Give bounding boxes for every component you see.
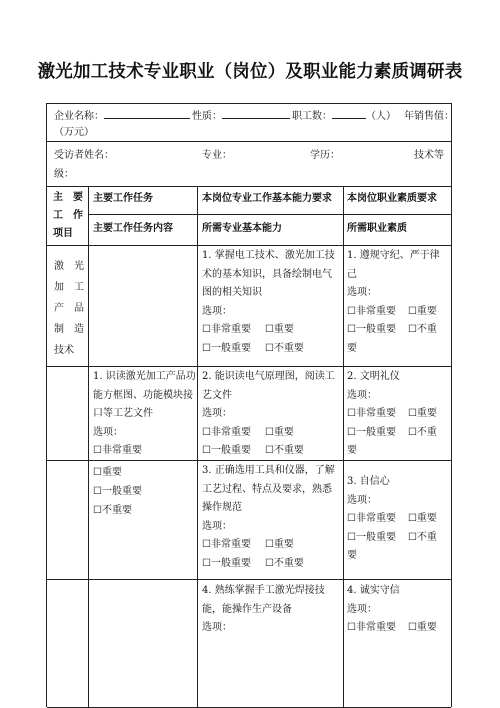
- header-sub-divider: [88, 214, 451, 215]
- option-not-important[interactable]: ☐不重要: [264, 557, 304, 569]
- option-row: [347, 619, 437, 638]
- ability-item-2: [202, 368, 335, 461]
- task-option-important[interactable]: ☐重要: [93, 467, 122, 478]
- col-divider: [88, 186, 89, 707]
- option-general[interactable]: ☐一般重要: [202, 557, 251, 569]
- task-option-very-important[interactable]: ☐非常重要: [93, 445, 142, 456]
- nature-input[interactable]: [222, 108, 290, 119]
- select-label: 选项：: [347, 287, 377, 298]
- cell-divider: [47, 366, 88, 367]
- quality-text-line: 2. 文明礼仪: [347, 371, 400, 382]
- header-task: 主要工作任务: [93, 193, 153, 204]
- nature-label: 性质：: [192, 111, 222, 122]
- row-divider: [47, 579, 451, 580]
- option-very-important[interactable]: ☐非常重要: [347, 513, 396, 524]
- company-input[interactable]: [104, 108, 190, 119]
- task-text-line: 能方框图、功能模块接: [93, 389, 193, 401]
- option-important[interactable]: ☐重要: [264, 324, 294, 335]
- option-row: [347, 510, 437, 529]
- option-not-important[interactable]: ☐不重: [407, 531, 437, 543]
- option-row: [347, 405, 437, 424]
- ability-text-line: 工艺过程、特点及要求，熟悉: [202, 483, 332, 495]
- option-very-important[interactable]: ☐非常重要: [347, 622, 396, 633]
- ability-item-1: [202, 247, 335, 358]
- option-row: [347, 424, 437, 443]
- tech-level-label: 技术等: [414, 150, 444, 161]
- quality-text-line: 1. 遵规守纪、严于律: [347, 250, 440, 261]
- header-project-2: 工 作: [53, 210, 83, 221]
- option-not-important[interactable]: ☐不重要: [264, 342, 304, 354]
- staff-label: 职工数：: [292, 111, 332, 122]
- persons-label: （人）: [366, 111, 396, 122]
- ability-text-line: 图的相关知识: [202, 287, 262, 298]
- select-label: 选项：: [347, 603, 377, 615]
- option-general[interactable]: ☐一般重要: [347, 426, 396, 438]
- select-label: 选项：: [347, 494, 377, 506]
- col-divider: [343, 186, 344, 707]
- quality-item-1: [347, 247, 440, 358]
- option-row: [202, 442, 335, 461]
- ability-text-line: 术的基本知识，具备绘制电气: [202, 268, 332, 280]
- ability-text-line: 3. 正确选用工具和仪器，了解: [202, 465, 335, 476]
- ability-text-line: 操作规范: [202, 502, 242, 513]
- education-label: 学历：: [310, 150, 340, 161]
- option-not-important[interactable]: ☐不重要: [264, 445, 304, 456]
- sales-label: 年销售值：: [404, 111, 454, 122]
- ability-item-4: [202, 582, 325, 638]
- option-important[interactable]: ☐重要: [407, 622, 437, 633]
- ability-text-line: 1. 掌握电工技术、激光加工技: [202, 250, 335, 261]
- header-ability: 本岗位专业工作基本能力要求: [202, 193, 332, 204]
- option-very-important[interactable]: ☐非常重要: [347, 305, 396, 317]
- option-row: [202, 555, 335, 574]
- quality-item-4: [347, 582, 437, 638]
- select-label: 选项：: [202, 408, 232, 419]
- option-important[interactable]: ☐重要: [407, 305, 437, 317]
- project-name-line: 产 品: [54, 303, 84, 314]
- header-project-3: 项目: [53, 228, 73, 239]
- project-name-line: 加 工: [54, 282, 84, 293]
- option-row: [202, 321, 335, 340]
- page-title: 激光加工技术专业职业（岗位）及职业能力素质调研表: [37, 62, 463, 82]
- sales-unit: （万元）: [54, 127, 94, 138]
- option-not-important[interactable]: ☐不重: [407, 426, 437, 438]
- option-row: [347, 303, 440, 322]
- major-label: 专业：: [202, 150, 232, 161]
- option-wrap: 要: [347, 342, 357, 354]
- option-very-important[interactable]: ☐非常重要: [202, 324, 251, 335]
- option-important[interactable]: ☐重要: [264, 426, 294, 438]
- task-text-line: 1. 识读激光加工产品功: [93, 371, 196, 382]
- header-project-1: 主 要: [53, 192, 83, 203]
- option-row: [202, 340, 335, 359]
- row-divider: [47, 366, 451, 367]
- staff-input[interactable]: [332, 108, 366, 119]
- option-very-important[interactable]: ☐非常重要: [202, 426, 251, 438]
- option-general[interactable]: ☐一般重要: [202, 445, 251, 456]
- task-options: [93, 463, 142, 520]
- project-name-line: 制 造: [54, 324, 84, 335]
- select-label: 选项：: [347, 389, 377, 401]
- quality-text-line: 3. 自信心: [347, 476, 390, 487]
- option-not-important[interactable]: ☐不重: [407, 324, 437, 335]
- option-general[interactable]: ☐一般重要: [202, 342, 251, 354]
- quality-item-3: [347, 473, 437, 566]
- header-quality-sub: 所需职业素质: [347, 223, 407, 234]
- ability-text-line: 艺文件: [202, 389, 232, 401]
- company-info-line: [54, 108, 454, 127]
- select-label: 选项：: [202, 305, 232, 317]
- project-name: [54, 256, 84, 361]
- task-option-not-important[interactable]: ☐不重要: [93, 505, 132, 516]
- option-wrap: 要: [347, 550, 357, 561]
- option-wrap: 要: [347, 445, 357, 456]
- option-important[interactable]: ☐重要: [407, 513, 437, 524]
- option-very-important[interactable]: ☐非常重要: [202, 539, 251, 550]
- project-name-line: 激 光: [54, 261, 84, 272]
- row-divider: [47, 245, 451, 246]
- option-important[interactable]: ☐重要: [264, 539, 294, 550]
- task-text-line: 口等工艺文件: [93, 408, 153, 419]
- header-task-content: 主要工作任务内容: [93, 223, 173, 234]
- row-divider: [47, 141, 451, 142]
- select-label: 选项：: [202, 520, 232, 532]
- task-item: [93, 368, 196, 461]
- option-general[interactable]: ☐一般重要: [347, 324, 396, 335]
- quality-text-line: 己: [347, 268, 357, 280]
- col-divider: [197, 186, 198, 707]
- option-row: [202, 536, 335, 555]
- ability-item-3: [202, 462, 335, 573]
- select-label: 选项：: [202, 622, 232, 633]
- task-select-label: 选项：: [93, 426, 123, 438]
- quality-item-2: [347, 368, 437, 461]
- interviewee-label: 受访者姓名：: [54, 150, 114, 161]
- tech-level-label-cont: 级：: [54, 169, 74, 180]
- option-important[interactable]: ☐重要: [407, 408, 437, 419]
- header-ability-sub: 所需专业基本能力: [202, 223, 282, 234]
- option-very-important[interactable]: ☐非常重要: [347, 408, 396, 419]
- option-row: [347, 529, 437, 548]
- ability-text-line: 4. 熟练掌握手工激光焊接技: [202, 585, 325, 596]
- survey-table: [46, 103, 452, 707]
- quality-text-line: 4. 诚实守信: [347, 585, 400, 596]
- ability-text-line: 能，能操作生产设备: [202, 603, 292, 615]
- company-label: 企业名称：: [54, 111, 104, 122]
- option-row: [202, 424, 335, 443]
- option-row: [347, 321, 440, 340]
- header-quality: 本岗位职业素质要求: [347, 193, 437, 204]
- task-option-general[interactable]: ☐一般重要: [93, 486, 142, 497]
- project-name-line: 技术: [54, 345, 74, 356]
- ability-text-line: 2. 能识读电气原理图，阅读工: [202, 371, 335, 382]
- option-general[interactable]: ☐一般重要: [347, 531, 396, 543]
- row-divider: [47, 186, 451, 187]
